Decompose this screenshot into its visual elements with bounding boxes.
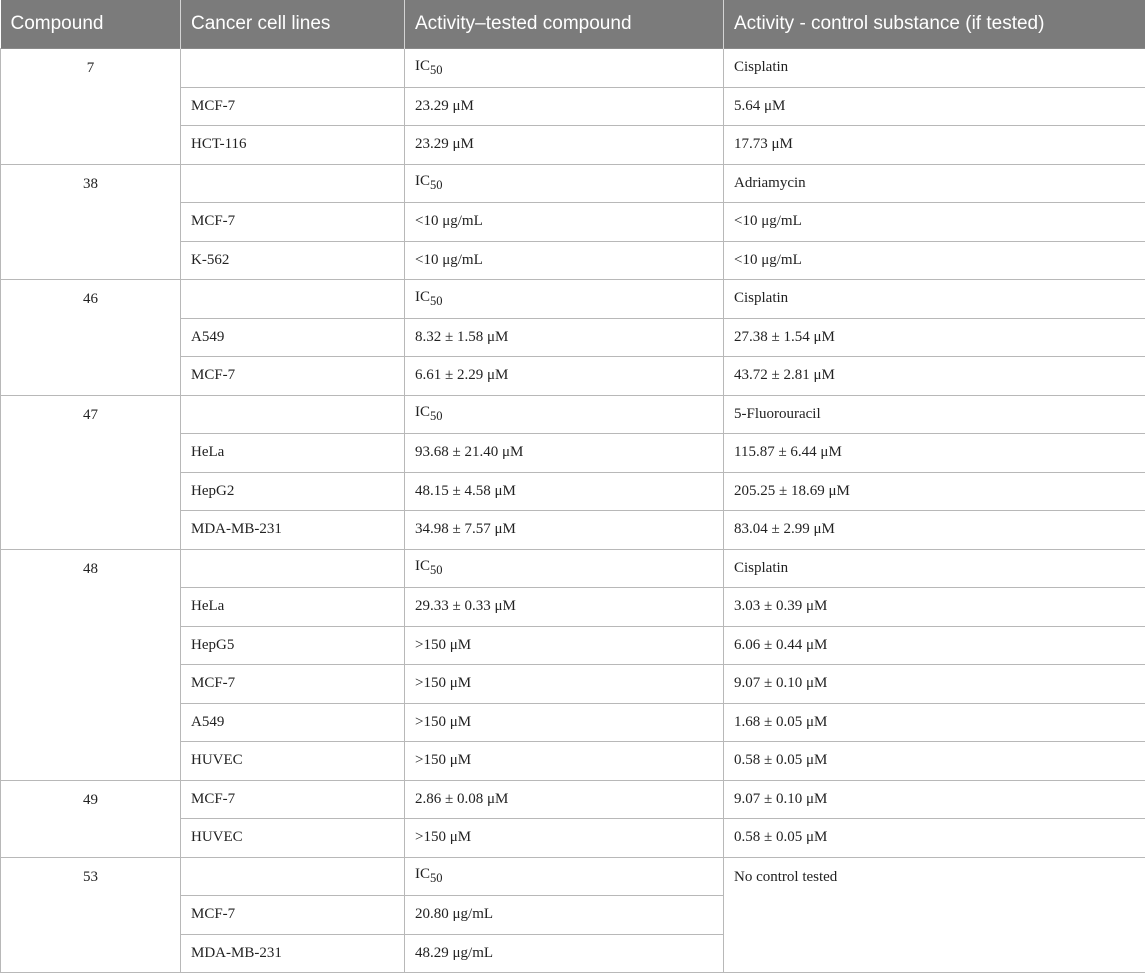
- activity-subscript: 50: [430, 294, 443, 308]
- cell-line-cell: MCF-7: [181, 665, 405, 704]
- header-compound: Compound: [1, 0, 181, 49]
- cell-line-cell: [181, 395, 405, 434]
- activity-cell: [405, 241, 724, 280]
- cell-line-cell: HUVEC: [181, 819, 405, 858]
- control-cell: 0.58 ± 0.05 μM: [724, 742, 1145, 781]
- table-row: [1, 280, 1145, 319]
- compound-cell: 53: [1, 857, 181, 973]
- table-row: [1, 549, 1145, 588]
- compound-cell: 47: [1, 395, 181, 549]
- activity-subscript: 50: [430, 63, 443, 77]
- cell-line-cell: MCF-7: [181, 203, 405, 242]
- header-activity-tested: Activity–tested compound: [405, 0, 724, 49]
- activity-value: >150 μM: [415, 714, 471, 730]
- control-cell: 1.68 ± 0.05 μM: [724, 703, 1145, 742]
- cell-line-cell: HepG2: [181, 472, 405, 511]
- activity-cell: [405, 434, 724, 473]
- control-cell: <10 μg/mL: [724, 241, 1145, 280]
- control-cell: 6.06 ± 0.44 μM: [724, 626, 1145, 665]
- cell-line-cell: K-562: [181, 241, 405, 280]
- activity-cell: [405, 126, 724, 165]
- cell-line-cell: HepG5: [181, 626, 405, 665]
- control-cell: Cisplatin: [724, 49, 1145, 88]
- activity-value: <10 μg/mL: [415, 252, 483, 268]
- activity-value: IC: [415, 404, 430, 420]
- activity-value: 34.98 ± 7.57 μM: [415, 521, 516, 537]
- header-activity-control: Activity - control substance (if tested): [724, 0, 1145, 49]
- control-cell: 0.58 ± 0.05 μM: [724, 819, 1145, 858]
- cell-line-cell: HeLa: [181, 588, 405, 627]
- activity-cell: [405, 395, 724, 434]
- control-cell: 115.87 ± 6.44 μM: [724, 434, 1145, 473]
- activity-cell: [405, 164, 724, 203]
- activity-value: 93.68 ± 21.40 μM: [415, 444, 523, 460]
- activity-value: 8.32 ± 1.58 μM: [415, 329, 508, 345]
- control-cell: 83.04 ± 2.99 μM: [724, 511, 1145, 550]
- activity-value: IC: [415, 58, 430, 74]
- cell-line-cell: [181, 857, 405, 896]
- cell-line-cell: MCF-7: [181, 87, 405, 126]
- control-cell: Adriamycin: [724, 164, 1145, 203]
- activity-cell: [405, 549, 724, 588]
- control-cell: No control tested: [724, 857, 1145, 973]
- activity-cell: [405, 318, 724, 357]
- activity-cell: [405, 819, 724, 858]
- activity-cell: [405, 280, 724, 319]
- cell-line-cell: MDA-MB-231: [181, 511, 405, 550]
- control-cell: 43.72 ± 2.81 μM: [724, 357, 1145, 396]
- header-row: [1, 0, 1145, 49]
- cell-line-cell: [181, 549, 405, 588]
- control-cell: 5-Fluorouracil: [724, 395, 1145, 434]
- cell-line-cell: A549: [181, 318, 405, 357]
- cell-line-cell: [181, 49, 405, 88]
- activity-value: IC: [415, 558, 430, 574]
- control-cell: Cisplatin: [724, 549, 1145, 588]
- activity-cell: [405, 203, 724, 242]
- table-row: [1, 395, 1145, 434]
- table-row: [1, 857, 1145, 896]
- control-cell: 205.25 ± 18.69 μM: [724, 472, 1145, 511]
- activity-cell: [405, 665, 724, 704]
- cell-line-cell: MCF-7: [181, 357, 405, 396]
- control-cell: 9.07 ± 0.10 μM: [724, 665, 1145, 704]
- cell-line-cell: HCT-116: [181, 126, 405, 165]
- activity-value: >150 μM: [415, 752, 471, 768]
- cell-line-cell: [181, 164, 405, 203]
- compound-cell: 38: [1, 164, 181, 280]
- cell-line-cell: A549: [181, 703, 405, 742]
- compound-cell: 48: [1, 549, 181, 780]
- activity-cell: [405, 588, 724, 627]
- activity-value: 6.61 ± 2.29 μM: [415, 367, 508, 383]
- activity-value: >150 μM: [415, 675, 471, 691]
- compound-cell: 49: [1, 780, 181, 857]
- compound-cell: 7: [1, 49, 181, 165]
- cell-line-cell: HeLa: [181, 434, 405, 473]
- activity-cell: [405, 896, 724, 935]
- cell-line-cell: MDA-MB-231: [181, 934, 405, 973]
- table-row: [1, 49, 1145, 88]
- control-cell: 3.03 ± 0.39 μM: [724, 588, 1145, 627]
- activity-value: IC: [415, 173, 430, 189]
- activity-value: 20.80 μg/mL: [415, 906, 493, 922]
- activity-value: >150 μM: [415, 829, 471, 845]
- activity-subscript: 50: [430, 178, 443, 192]
- control-cell: Cisplatin: [724, 280, 1145, 319]
- control-cell: 17.73 μM: [724, 126, 1145, 165]
- table-body: [1, 49, 1145, 973]
- activity-value: 48.29 μg/mL: [415, 945, 493, 961]
- activity-cell: [405, 511, 724, 550]
- activity-cell: [405, 857, 724, 896]
- cell-line-cell: MCF-7: [181, 896, 405, 935]
- table-row: [1, 164, 1145, 203]
- activity-cell: [405, 780, 724, 819]
- cell-line-cell: MCF-7: [181, 780, 405, 819]
- activity-subscript: 50: [430, 409, 443, 423]
- activity-cell: [405, 742, 724, 781]
- header-cancer-cell-lines: Cancer cell lines: [181, 0, 405, 49]
- activity-subscript: 50: [430, 563, 443, 577]
- activity-value: 2.86 ± 0.08 μM: [415, 791, 508, 807]
- control-cell: 27.38 ± 1.54 μM: [724, 318, 1145, 357]
- table-header: [1, 0, 1145, 49]
- control-cell: <10 μg/mL: [724, 203, 1145, 242]
- activity-cell: [405, 472, 724, 511]
- control-cell: 5.64 μM: [724, 87, 1145, 126]
- activity-cell: [405, 703, 724, 742]
- activity-cell: [405, 626, 724, 665]
- activity-value: IC: [415, 289, 430, 305]
- activity-cell: [405, 49, 724, 88]
- activity-value: 23.29 μM: [415, 136, 474, 152]
- activity-subscript: 50: [430, 871, 443, 885]
- compound-cell: 46: [1, 280, 181, 396]
- cell-line-cell: [181, 280, 405, 319]
- cell-line-cell: HUVEC: [181, 742, 405, 781]
- activity-value: 29.33 ± 0.33 μM: [415, 598, 516, 614]
- activity-value: 48.15 ± 4.58 μM: [415, 483, 516, 499]
- activity-cell: [405, 87, 724, 126]
- activity-value: IC: [415, 866, 430, 882]
- activity-value: <10 μg/mL: [415, 213, 483, 229]
- activity-value: 23.29 μM: [415, 98, 474, 114]
- activity-cell: [405, 934, 724, 973]
- table-row: [1, 780, 1145, 819]
- activity-cell: [405, 357, 724, 396]
- control-cell: 9.07 ± 0.10 μM: [724, 780, 1145, 819]
- activity-value: >150 μM: [415, 637, 471, 653]
